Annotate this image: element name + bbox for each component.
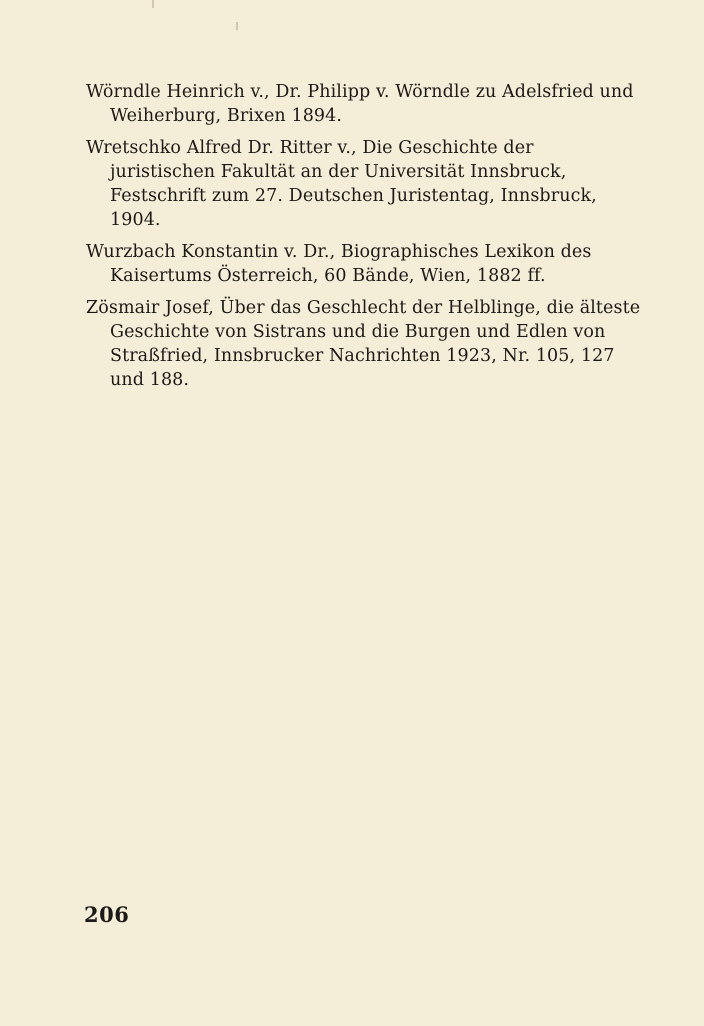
bibliography-entry: Wurzbach Konstantin v. Dr., Biographisches Lexikon des Kaisertums Österreich, 60 Bände, Wien, 1882 ff. [86,242,592,286]
page-fold-mark [236,22,238,30]
page-number: 206 [84,902,130,927]
bibliography-entry: Wörndle Heinrich v., Dr. Philipp v. Wörndle zu Adelsfried und Weiherburg, Brixen 1894. [86,82,634,126]
bibliography-entry: Zösmair Josef, Über das Geschlecht der Helblinge, die älteste Geschichte von Sistrans und die Burgen und Edlen von Straßfried, Innsbrucker Nachrichten 1923, Nr. 105, 127 und 188. [86,298,641,390]
bibliography-list [86,80,644,400]
page-fold-mark [152,0,154,8]
bibliography-entry: Wretschko Alfred Dr. Ritter v., Die Geschichte der juristischen Fakultät an der Universität Innsbruck, Festschrift zum 27. Deutschen Juristentag, Innsbruck, 1904. [86,138,597,230]
